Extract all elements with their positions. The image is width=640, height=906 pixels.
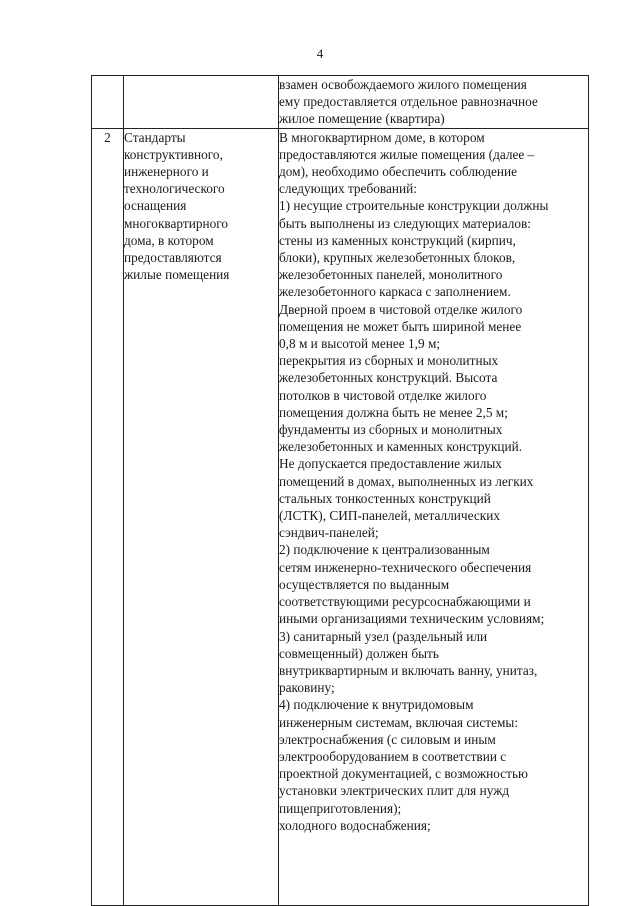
text-line: технологического [124,181,225,197]
text-line: помещений в домах, выполненных из легких [279,473,534,489]
text-line: быть выполнены из следующих материалов: [279,215,531,231]
text-line: оснащения [124,198,187,214]
text-line: соответствующими ресурсоснабжающими и [279,594,531,610]
text-line: многоквартирного [124,215,228,231]
text-line: блоки), крупных железобетонных блоков, [279,250,516,266]
text-line: Дверной проем в чистовой отделке жилого [279,301,523,317]
text-line: следующих требований: [279,181,417,197]
text-line: стальных тонкостенных конструкций [279,490,491,506]
text-line: предоставляются жилые помещения (далее – [279,146,535,162]
text-line: помещения должна быть не менее 2,5 м; [279,404,508,420]
text-line: взамен освобождаемого жилого помещения [279,77,527,92]
table-row [92,128,589,905]
page-number: 4 [316,46,324,61]
row-number-cell: 2 [92,128,124,905]
standards-table [91,75,589,906]
text-line: электроснабжения (с силовым и иным [279,731,496,747]
text-line: фундаменты из сборных и монолитных [279,422,503,438]
text-line: 2) подключение к централизованным [279,542,490,558]
parameter-cell [124,128,279,905]
text-line: осуществляется по выданным [279,576,450,592]
text-line: сэндвич-панелей; [279,525,379,541]
text-line: железобетонных конструкций. Высота [279,370,498,386]
text-line: инженерным системам, включая системы: [279,714,519,730]
text-line: 1) несущие строительные конструкции должны [279,198,549,214]
parameter-cell [124,76,279,129]
content-cell [279,128,589,905]
text-line: электрооборудованием в соответствии с [279,748,507,764]
text-line: железобетонного каркаса с заполнением. [279,284,511,300]
text-line: железобетонных панелей, монолитного [279,267,503,283]
text-line: помещения не может быть шириной менее [279,318,522,334]
text-line: предоставляются [124,250,222,266]
text-line: 0,8 м и высотой менее 1,9 м; [279,336,441,352]
text-line: инженерного и [124,164,209,180]
text-line: раковину; [279,680,335,696]
text-line: В многоквартирном доме, в котором [279,129,485,145]
row-number-cell [92,76,124,129]
text-line: жилые помещения [124,267,230,283]
text-line: холодного водоснабжения; [279,817,431,833]
text-line: дом), необходимо обеспечить соблюдение [279,164,517,180]
text-line: внутриквартирным и включать ванну, унитаз, [279,662,538,678]
text-line: ему предоставляется отдельное равнозначное [279,94,538,110]
text-line: дома, в котором [124,232,214,248]
text-line: пищеприготовления); [279,800,402,816]
text-line: проектной документацией, с возможностью [279,766,528,782]
text-line: Не допускается предоставление жилых [279,456,502,472]
text-line: совмещенный) должен быть [279,645,439,661]
text-line: стены из каменных конструкций (кирпич, [279,232,516,248]
text-line: 4) подключение к внутридомовым [279,697,474,713]
text-line: конструктивного, [124,146,223,162]
text-line: железобетонных и каменных конструкций. [279,439,523,455]
text-line: (ЛСТК), СИП-панелей, металлических [279,508,500,524]
text-line: установки электрических плит для нужд [279,783,510,799]
text-line: жилое помещение (квартира) [279,111,445,127]
table-row [92,76,589,129]
text-line: перекрытия из сборных и монолитных [279,353,499,369]
text-line: сетям инженерно-технического обеспечения [279,559,532,575]
content-cell [279,76,589,129]
text-line: потолков в чистовой отделке жилого [279,387,487,403]
text-line: 3) санитарный узел (раздельный или [279,628,488,644]
text-line: иными организациями техническим условиям; [279,611,545,627]
text-line: Стандарты [124,129,186,145]
